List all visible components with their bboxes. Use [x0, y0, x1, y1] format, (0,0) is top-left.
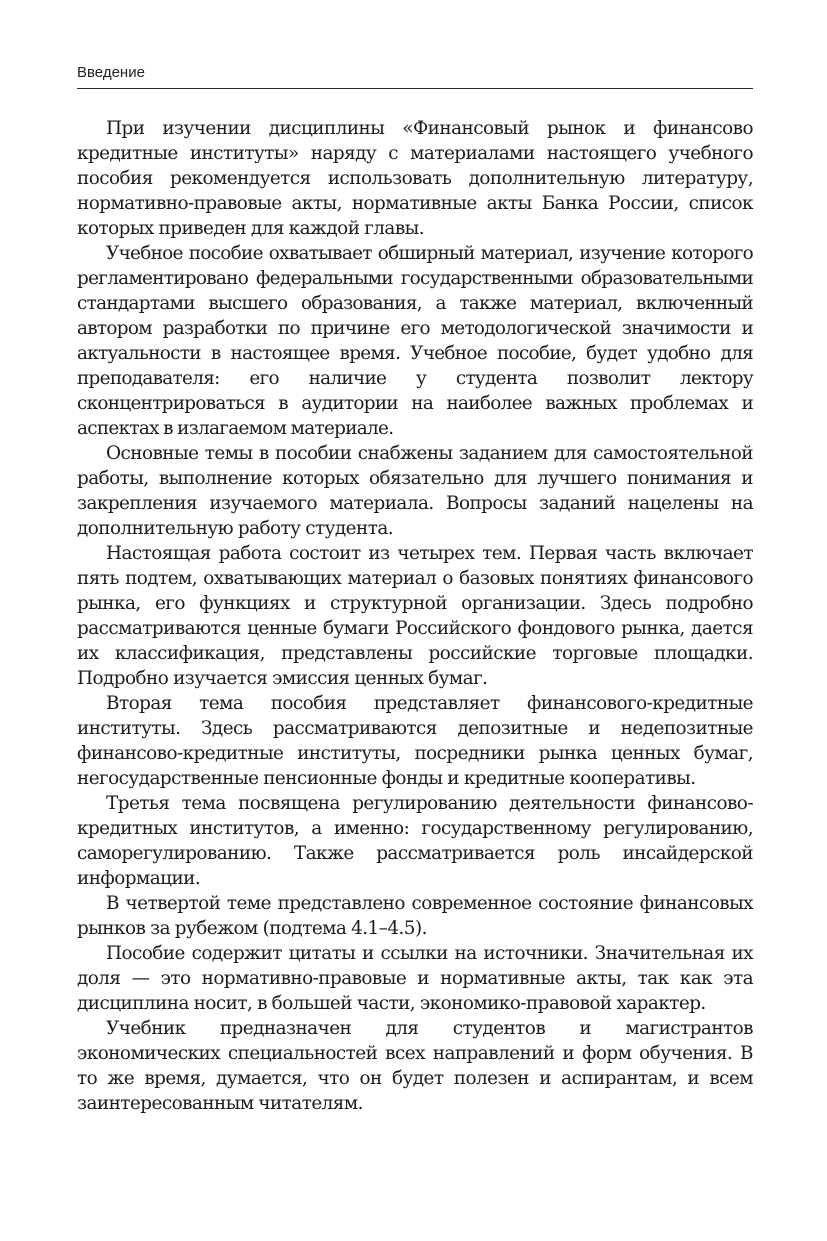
paragraph: Учебник предназначен для студентов и магистрантов экономических специальностей всех направлений и форм обучения. В то же время, думается, что он будет полезен и аспирантам, и всем заинтересованным читателям. [77, 1018, 753, 1114]
body-text [77, 116, 753, 1116]
paragraph: Настоящая работа состоит из четырех тем. Первая часть включает пять подтем, охватывающих материал о базовых понятиях финансового рынка, его функциях и структурной организации. Здесь подробно рассматриваются ценные бумаги Российского фондового рынка, дается их классификация, представлены российские торговые площадки. Подробно изучается эмиссия ценных бумаг. [77, 543, 753, 689]
paragraph: Третья тема посвящена регулированию деятельности финансово-кредитных институтов, а именно: государственному регулированию, саморегулированию. Также рассматривается роль инсайдерской информации. [77, 793, 753, 889]
paragraph: Вторая тема пособия представляет финансового-кредитные институты. Здесь рассматриваются депозитные и недепозитные финансово-кредитные институты, посредники рынка ценных бумаг, негосударственные пенсионные фонды и кредитные кооперативы. [77, 693, 753, 789]
paragraph: При изучении дисциплины «Финансовый рынок и финансово кредитные институты» наряду с материалами настоящего учебного пособия рекомендуется использовать дополнительную литературу, нормативно-правовые акты, нормативные акты Банка России, список которых приведен для каждой главы. [77, 118, 753, 239]
paragraph: Учебное пособие охватывает обширный материал, изучение которого регламентировано федеральными государственными образовательными стандартами высшего образования, а также материал, включенный автором разработки по причине его методологической значимости и актуальности в настоящее время. Учебное пособие, будет удобно для преподавателя: его наличие у студента позволит лектору сконцентрироваться в аудитории на наиболее важных проблемах и аспектах в излагаемом материале. [77, 243, 753, 439]
header-rule [77, 88, 753, 89]
running-head-title: Введение [77, 64, 145, 81]
paragraph: Основные темы в пособии снабжены заданием для самостоятельной работы, выполнение которых обязательно для лучшего понимания и закрепления изучаемого материала. Вопросы заданий нацелены на дополнительную работу студента. [77, 443, 753, 539]
paragraph: В четвертой теме представлено современное состояние финансовых рынков за рубежом (подтема 4.1–4.5). [77, 893, 753, 939]
paragraph: Пособие содержит цитаты и ссылки на источники. Значительная их доля — это нормативно-правовые и нормативные акты, так как эта дисциплина носит, в большей части, экономико-правовой характер. [77, 943, 753, 1014]
